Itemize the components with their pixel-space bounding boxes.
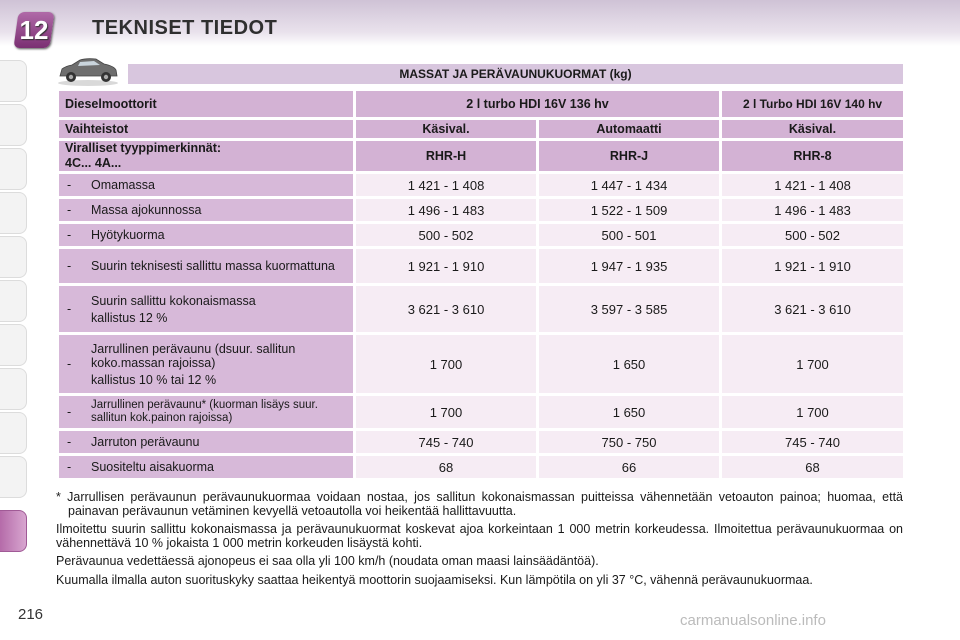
specs-table <box>56 88 906 481</box>
chapter-tab[interactable] <box>0 412 27 454</box>
row-value: 3 621 - 3 610 <box>722 286 903 332</box>
row-dash: - <box>67 259 72 273</box>
row-label: Jarrullinen perävaunu (dsuur. sallitun koko.massan rajoissa) <box>91 341 296 370</box>
table-row <box>59 286 903 332</box>
row-label: Hyötykuorma <box>91 228 165 242</box>
car-icon <box>56 56 120 86</box>
type-label-line1: Viralliset tyyppimerkinnät: <box>65 141 222 155</box>
row-value: 68 <box>356 456 536 478</box>
row-value: 500 - 502 <box>722 224 903 246</box>
row-dash: - <box>67 460 72 474</box>
row-value: 3 597 - 3 585 <box>539 286 719 332</box>
type-label-line2: 4C... 4A... <box>65 156 122 170</box>
row-value: 500 - 502 <box>356 224 536 246</box>
row-value: 1 496 - 1 483 <box>722 199 903 221</box>
table-row <box>59 456 903 478</box>
chapter-tab[interactable] <box>0 104 27 146</box>
gearbox-label: Vaihteistot <box>59 120 353 138</box>
row-value: 1 921 - 1 910 <box>722 249 903 283</box>
notes <box>56 491 903 592</box>
chapter-tab[interactable] <box>0 280 27 322</box>
row-sublabel: kallistus 10 % tai 12 % <box>91 372 217 387</box>
row-value: 1 496 - 1 483 <box>356 199 536 221</box>
row-value: 1 700 <box>356 396 536 428</box>
chapter-tab[interactable] <box>0 456 27 498</box>
row-value: 1 650 <box>539 335 719 393</box>
row-value: 1 700 <box>356 335 536 393</box>
table-row <box>59 335 903 393</box>
row-value: 1 421 - 1 408 <box>722 174 903 196</box>
type-row <box>59 141 903 171</box>
row-value: 66 <box>539 456 719 478</box>
footnote: * Jarrullisen perävaunun perävaunukuormaa voidaan nostaa, jos sallitun kokonaismassan puitteissa vähennetään vetoauton painoa; huomaa, että painavan perävaunun vetäminen kevyellä vetoautolla voi heikentää hallittavuutta. <box>56 490 903 518</box>
note-heat: Kuumalla ilmalla auton suorituskyky saattaa heikentyä moottorin suojaamiseksi. Kun lämpötila on yli 37 °C, vähennä perävaunukuormaa. <box>56 572 813 587</box>
page-number: 216 <box>18 606 44 623</box>
gearbox-value: Käsival. <box>356 120 536 138</box>
row-label: Massa ajokunnossa <box>91 203 202 217</box>
row-value: 68 <box>722 456 903 478</box>
row-value: 1 947 - 1 935 <box>539 249 719 283</box>
note-altitude: Ilmoitettu suurin sallittu kokonaismassa ja perävaunukuormat koskevat ajoa korkeintaan 1 000 metrin korkeudessa. Ilmoitettua perävaunukuormaa on vähennettävä 10 % jokaista 1 000 metrin korkeuden lisäystä kohti. <box>56 522 903 550</box>
row-value: 1 650 <box>539 396 719 428</box>
chapter-tab[interactable] <box>0 368 27 410</box>
row-dash: - <box>67 435 72 449</box>
row-value: 1 921 - 1 910 <box>356 249 536 283</box>
chapter-tabs <box>0 60 30 580</box>
watermark: carmanualsonline.info <box>680 612 826 629</box>
row-label: Jarrullinen perävaunu* (kuorman lisäys suur. sallitun kok.painon rajoissa) <box>91 399 318 424</box>
row-value: 745 - 740 <box>722 431 903 453</box>
row-label: Suurin teknisesti sallittu massa kuormattuna <box>91 259 335 273</box>
table-row <box>59 431 903 453</box>
chapter-tab[interactable] <box>0 324 27 366</box>
row-value: 1 700 <box>722 396 903 428</box>
table-banner: MASSAT JA PERÄVAUNUKUORMAT (kg) <box>128 64 903 84</box>
row-label: Suositeltu aisakuorma <box>91 460 214 474</box>
chapter-tab[interactable] <box>0 60 27 102</box>
row-value: 1 421 - 1 408 <box>356 174 536 196</box>
row-value: 1 522 - 1 509 <box>539 199 719 221</box>
table-row <box>59 249 903 283</box>
row-label: Omamassa <box>91 178 155 192</box>
row-value: 1 700 <box>722 335 903 393</box>
row-label: Jarruton perävaunu <box>91 435 200 449</box>
chapter-tab[interactable] <box>0 148 27 190</box>
row-value: 3 621 - 3 610 <box>356 286 536 332</box>
note-speed: Perävaunua vedettäessä ajonopeus ei saa olla yli 100 km/h (noudata oman maasi lainsäädäntöä). <box>56 554 599 568</box>
type-value: RHR-H <box>356 141 536 171</box>
row-value: 1 447 - 1 434 <box>539 174 719 196</box>
chapter-number: 12 <box>19 15 49 45</box>
type-value: RHR-8 <box>722 141 903 171</box>
chapter-tab[interactable] <box>0 192 27 234</box>
row-dash: - <box>67 178 72 192</box>
table-row <box>59 199 903 221</box>
row-label: Suurin sallittu kokonaismassa <box>91 293 256 308</box>
row-value: 745 - 740 <box>356 431 536 453</box>
gearbox-value: Automaatti <box>539 120 719 138</box>
row-dash: - <box>67 203 72 217</box>
engine-label: Dieselmoottorit <box>59 91 353 117</box>
chapter-badge[interactable] <box>13 12 54 48</box>
type-label <box>59 141 353 171</box>
row-value: 500 - 501 <box>539 224 719 246</box>
chapter-tab-active[interactable] <box>0 510 27 552</box>
table-row <box>59 396 903 428</box>
chapter-tab[interactable] <box>0 236 27 278</box>
gearbox-value: Käsival. <box>722 120 903 138</box>
engine-b: 2 l Turbo HDI 16V 140 hv <box>722 91 903 117</box>
engine-a: 2 l turbo HDI 16V 136 hv <box>356 91 719 117</box>
row-dash: - <box>67 357 72 371</box>
type-value: RHR-J <box>539 141 719 171</box>
table-row <box>59 224 903 246</box>
row-dash: - <box>67 302 72 316</box>
row-dash: - <box>67 228 72 242</box>
gearbox-row <box>59 120 903 138</box>
page-title: TEKNISET TIEDOT <box>92 17 278 39</box>
row-dash: - <box>67 405 72 419</box>
row-value: 750 - 750 <box>539 431 719 453</box>
engine-row <box>59 91 903 117</box>
row-sublabel: kallistus 12 % <box>91 310 168 325</box>
table-row <box>59 174 903 196</box>
